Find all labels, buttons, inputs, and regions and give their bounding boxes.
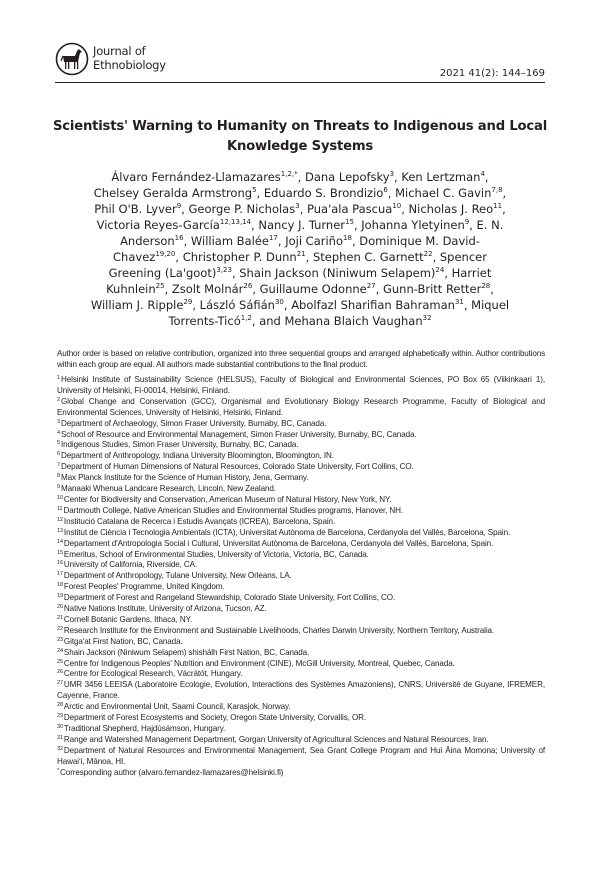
author-name: Phil O'B. Lyver — [94, 202, 177, 216]
affiliation-text: Institució Catalana de Recerca i Estudis Avançats (ICREA), Barcelona, Spain. — [63, 516, 336, 526]
affiliation-item — [57, 702, 545, 713]
affiliation-number: 18 — [57, 582, 63, 589]
affiliation-item — [57, 669, 545, 680]
author-name: Pua'ala Pascua — [307, 202, 393, 216]
author-affiliation-ref: 30 — [274, 298, 284, 306]
affiliation-item — [57, 473, 545, 484]
author-name: George P. Nicholas — [188, 202, 296, 216]
author-name: Dominique M. David-Chavez — [113, 234, 480, 264]
author-name: Miquel Torrents-Ticó — [168, 298, 510, 328]
affiliation-item — [57, 626, 545, 637]
affiliation-text: Department of Anthropology, Tulane University, New Orleans, LA. — [63, 571, 292, 581]
affiliation-text: Institut de Ciència i Tecnologia Ambientals (ICTA), Universitat Autònoma de Barcelona, Cerdanyola del Vallès, Barcelona, Spain. — [63, 527, 511, 537]
affiliation-text: Corresponding author (alvaro.fernandez-llamazares@helsinki.fi) — [60, 767, 284, 777]
author-name: Abolfazl Sharifian Bahraman — [291, 298, 455, 312]
affiliation-item — [57, 659, 545, 670]
affiliation-item — [57, 604, 545, 615]
affiliation-item — [57, 528, 545, 539]
affiliation-number: 28 — [57, 702, 63, 709]
affiliation-text: Research Institute for the Environment and Sustainable Livelihoods, Charles Darwin University, Northern Territory, Australia. — [63, 625, 495, 635]
author-affiliation-ref: 3 — [295, 202, 300, 210]
affiliation-number: 24 — [57, 647, 63, 654]
author-name: Nicholas J. Reo — [408, 202, 494, 216]
author-affiliation-ref: 6 — [383, 186, 388, 194]
affiliation-number: 27 — [57, 680, 63, 687]
affiliation-number: 17 — [57, 571, 63, 578]
affiliation-text: Range and Watershed Management Department, Gorgan University of Agricultural Sciences and Natural Resources, Iran. — [63, 734, 489, 744]
affiliation-item — [57, 768, 545, 779]
author-affiliation-ref: 17 — [268, 234, 278, 242]
affiliation-item — [57, 724, 545, 735]
affiliation-item — [57, 440, 545, 451]
affiliation-number: 7 — [57, 462, 60, 469]
author-affiliation-ref: 31 — [454, 298, 464, 306]
affiliation-number: 6 — [57, 451, 60, 458]
author-name: Harriet Kuhnlein — [106, 266, 492, 296]
author-affiliation-ref: 9 — [176, 202, 182, 210]
affiliation-number: 14 — [57, 538, 63, 545]
author-name: Eduardo S. Brondizio — [263, 186, 384, 200]
author-affiliation-ref: 19,20 — [155, 250, 176, 258]
author-name: Shain Jackson (Niniwum Selapem) — [239, 266, 436, 280]
affiliation-text: Manaaki Whenua Landcare Research, Lincoln, New Zealand. — [60, 484, 276, 494]
affiliation-number: 13 — [57, 527, 63, 534]
affiliation-text: Center for Biodiversity and Conservation, American Museum of Natural History, New York, NY. — [63, 494, 392, 504]
affiliation-number: 32 — [57, 745, 63, 752]
affiliation-number: 19 — [57, 593, 63, 600]
author-name: Ken Lertzman — [401, 170, 481, 184]
author-affiliation-ref: 22 — [423, 250, 433, 258]
affiliation-number: 16 — [57, 560, 63, 567]
journal-name-line2: Ethnobiology — [93, 58, 166, 72]
affiliation-text: Global Change and Conservation (GCC), Organismal and Evolutionary Biology Research Programme, Faculty of Biological and Environmental Sciences, University of Helsinki, Helsinki, Finland. — [57, 396, 545, 417]
horse-emblem-icon — [55, 42, 89, 76]
journal-name — [93, 44, 166, 72]
author-name: Joji Cariño — [285, 234, 344, 248]
affiliation-number: 21 — [57, 614, 63, 621]
affiliation-number: 25 — [57, 658, 63, 665]
author-name: Christopher P. Dunn — [182, 250, 297, 264]
affiliation-number: 26 — [57, 669, 63, 676]
affiliation-number: 4 — [57, 429, 60, 436]
author-affiliation-ref: 24 — [435, 266, 445, 274]
author-name: László Sáfián — [199, 298, 275, 312]
author-name: Spencer Greening (La'goot) — [108, 250, 487, 280]
affiliation-text: University of California, Riverside, CA. — [63, 560, 198, 570]
author-affiliation-ref: 18 — [343, 234, 352, 242]
affiliation-item — [57, 550, 545, 561]
affiliations-list — [57, 375, 545, 779]
author-affiliation-ref: 3,23 — [216, 266, 232, 274]
affiliation-number: 23 — [57, 636, 63, 643]
affiliation-item — [57, 582, 545, 593]
author-affiliation-ref: 9 — [464, 218, 470, 226]
author-name: Álvaro Fernández-Llamazares — [111, 170, 281, 184]
affiliation-number: 8 — [57, 473, 60, 480]
affiliation-number: 5 — [57, 440, 60, 447]
affiliation-text: Department of Human Dimensions of Natural Resources, Colorado State University, Fort Collins, CO. — [60, 462, 414, 472]
author-affiliation-ref: 12,13,14 — [219, 218, 252, 226]
affiliation-item — [57, 593, 545, 604]
affiliation-text: Forest Peoples' Programme, United Kingdom. — [63, 582, 225, 592]
author-list: Álvaro Fernández-Llamazares$^{1,2,*}$, Dana Lepofsky$^3$, Ken Lertzman$^4$, Chelsey Geralda Armstrong$^5$, Eduardo S. Brondizio$^6$, Michael C. Gavin$^{7,8}$, Phil O'B. Lyver$^9$, George P. Nicholas$^3$, Pua'ala Pascua$^{10}$, Nicholas J. Reo$^{11}$, Victoria Reyes-García$^{12,13,14}$, Nancy J. Turner$^{15}$, Johanna Yletyinen$^9$, E. N. Anderson$^{16}$, William Balée$^{17}$, Joji Cariño$^{18}$, Dominique M. David-Chavez$^{19,20}$, Christopher P. Dunn$^{21}$, Stephen C. Garnett$^{22}$, Spencer Greening (La'goot)$^{3,23}$, Shain Jackson (Niniwum Selapem)$^{24}$, Harriet Kuhnlein$^{25}$, Zsolt Molnár$^{26}$, Guillaume Odonne$^{27}$, Gunn-Britt Retter$^{28}$, William J. Ripple$^{29}$, László Sáfián$^{30}$, Abolfazl Sharifian Bahraman$^{31}$, Miquel Torrents-Ticó$^{1,2}$, and Mehana Blaich Vaughan$^{32}$ — [90, 170, 510, 328]
author-affiliation-ref: 28 — [481, 282, 491, 290]
affiliation-number: 29 — [57, 713, 63, 720]
article-title: Scientists' Warning to Humanity on Threats to Indigenous and Local Knowledge Systems — [52, 119, 548, 154]
affiliation-number: 11 — [57, 505, 63, 512]
affiliation-number: 12 — [57, 516, 63, 523]
affiliation-number: * — [57, 767, 60, 774]
affiliation-number: 10 — [57, 494, 63, 501]
author-name: Victoria Reyes-García — [96, 218, 220, 232]
affiliation-item — [57, 560, 545, 571]
author-name: William Balée — [190, 234, 269, 248]
author-name: William J. Ripple — [90, 298, 184, 312]
author-affiliation-ref: 3 — [389, 170, 395, 178]
affiliation-text: Centre for Ecological Research, Vácrátót, Hungary. — [63, 669, 243, 679]
affiliation-item — [57, 419, 545, 430]
author-name: Dana Lepofsky — [304, 170, 390, 184]
author-affiliation-ref: 1,2 — [240, 314, 252, 322]
affiliation-number: 9 — [57, 484, 60, 491]
affiliation-item — [57, 495, 545, 506]
affiliation-item — [57, 713, 545, 724]
affiliation-number: 22 — [57, 625, 63, 632]
affiliation-text: Indigenous Studies, Simon Fraser University, Burnaby, BC, Canada. — [60, 440, 299, 450]
author-affiliation-ref: 21 — [296, 250, 306, 258]
affiliation-item — [57, 451, 545, 462]
affiliation-text: UMR 3456 LEEISA (Laboratoire Ecologie, Evolution, Interactions des Systèmes Amazoniens), CNRS, Université de Guyane, IFREMER, Cayenne, France. — [57, 680, 545, 701]
affiliation-item — [57, 680, 545, 702]
header-rule — [55, 82, 545, 83]
affiliation-item — [57, 517, 545, 528]
affiliation-number: 2 — [57, 396, 60, 403]
author-name: Stephen C. Garnett — [312, 250, 424, 264]
affiliation-item — [57, 484, 545, 495]
affiliation-text: Traditional Shepherd, Hajdúsámson, Hungary. — [63, 724, 226, 733]
affiliation-number: 31 — [57, 734, 63, 741]
affiliation-text: Native Nations Institute, University of Arizona, Tucson, AZ. — [63, 604, 267, 614]
affiliation-text: School of Resource and Environmental Management, Simon Fraser University, Burnaby, BC, Canada. — [60, 429, 417, 439]
affiliation-item — [57, 746, 545, 768]
author-affiliation-ref: 7,8 — [491, 186, 503, 194]
affiliation-item — [57, 637, 545, 648]
affiliation-text: Centre for Indigenous Peoples' Nutrition and Environment (CINE), McGill University, Montreal, Quebec, Canada. — [63, 658, 455, 668]
author-affiliation-ref: 5 — [252, 186, 257, 194]
author-affiliation-ref: 26 — [243, 282, 253, 290]
affiliation-text: Department of Anthropology, Indiana University Bloomington, Bloomington, IN. — [60, 451, 334, 461]
affiliation-number: 20 — [57, 604, 63, 611]
affiliation-text: Department of Forest Ecosystems and Society, Oregon State University, Corvallis, OR. — [63, 713, 367, 723]
author-affiliation-ref: 4 — [480, 170, 485, 178]
author-name: Johanna Yletyinen — [361, 218, 465, 232]
author-affiliation-ref: 27 — [366, 282, 376, 290]
author-name: Guillaume Odonne — [259, 282, 367, 296]
affiliation-item — [57, 735, 545, 746]
affiliation-item — [57, 571, 545, 582]
affiliation-text: Max Planck Institute for the Science of Human History, Jena, Germany. — [60, 473, 309, 483]
author-name: and Mehana Blaich Vaughan — [259, 314, 423, 328]
affiliation-item — [57, 430, 545, 441]
journal-header — [55, 40, 545, 85]
affiliation-text: Department of Archaeology, Simon Fraser University, Burnaby, BC, Canada. — [60, 418, 327, 428]
affiliation-item — [57, 615, 545, 626]
affiliation-item — [57, 462, 545, 473]
affiliation-text: Gitga'at First Nation, BC, Canada. — [63, 636, 183, 646]
affiliation-text: Dartmouth College, Native American Studies and Environmental Studies programs, Hanover, NH. — [63, 505, 404, 515]
author-affiliation-ref: 25 — [155, 282, 165, 290]
author-name: Nancy J. Turner — [258, 218, 346, 232]
author-affiliation-ref: 1,2,* — [280, 170, 298, 178]
citation-info: 2021 41(2): 144–169 — [439, 68, 545, 79]
author-name: Michael C. Gavin — [395, 186, 492, 200]
author-name: Gunn-Britt Retter — [382, 282, 482, 296]
affiliation-number: 15 — [57, 549, 63, 556]
affiliation-item — [57, 506, 545, 517]
affiliation-item — [57, 648, 545, 659]
author-order-note: Author order is based on relative contribution, organized into three sequential groups and arranged alphabetically within. Author contributions within each group are equal. All authors made substantial contributions to the final product. — [57, 349, 545, 369]
affiliation-text: Cornell Botanic Gardens, Ithaca, NY. — [63, 614, 192, 624]
author-affiliation-ref: 10 — [392, 202, 402, 210]
affiliation-text: Department of Natural Resources and Environmental Management, Sea Grant College Program and Hui Āina Momona; University of Hawaiʻi, Mānoa, HI. — [57, 745, 545, 766]
author-affiliation-ref: 15 — [345, 218, 354, 226]
affiliation-item — [57, 375, 545, 397]
affiliation-item — [57, 539, 545, 550]
author-name: Chelsey Geralda Armstrong — [93, 186, 253, 200]
affiliation-number: 30 — [57, 724, 63, 730]
affiliation-number: 1 — [57, 375, 60, 381]
author-affiliation-ref: 11 — [493, 202, 503, 210]
affiliation-text: Helsinki Institute of Sustainability Science (HELSUS), Faculty of Biological and Environmental Sciences, PO Box 65 (Viikinkaari 1), University of Helsinki, FI-00014, Helsinki, Finland. — [57, 375, 545, 395]
affiliation-text: Departament d'Antropologia Social i Cultural, Universitat Autònoma de Barcelona, Cerdanyola del Vallès, Barcelona, Spain. — [63, 538, 494, 548]
affiliation-text: Shain Jackson (Niniwum Selapem) shishálh First Nation, BC, Canada. — [63, 647, 310, 657]
affiliation-number: 3 — [57, 418, 60, 425]
author-affiliation-ref: 16 — [174, 234, 184, 242]
author-name: E. N. Anderson — [120, 218, 504, 248]
affiliation-text: Arctic and Environmental Unit, Saami Council, Karasjok, Norway. — [63, 702, 291, 712]
author-affiliation-ref: 29 — [183, 298, 193, 306]
affiliation-item — [57, 397, 545, 419]
author-affiliation-ref: 32 — [422, 314, 432, 322]
affiliation-text: Department of Forest and Rangeland Stewardship, Colorado State University, Fort Collins, CO. — [63, 593, 396, 603]
journal-name-line1: Journal of — [93, 44, 146, 58]
affiliation-text: Emeritus, School of Environmental Studies, University of Victoria, Victoria, BC, Canada. — [63, 549, 369, 559]
author-name: Zsolt Molnár — [171, 282, 244, 296]
